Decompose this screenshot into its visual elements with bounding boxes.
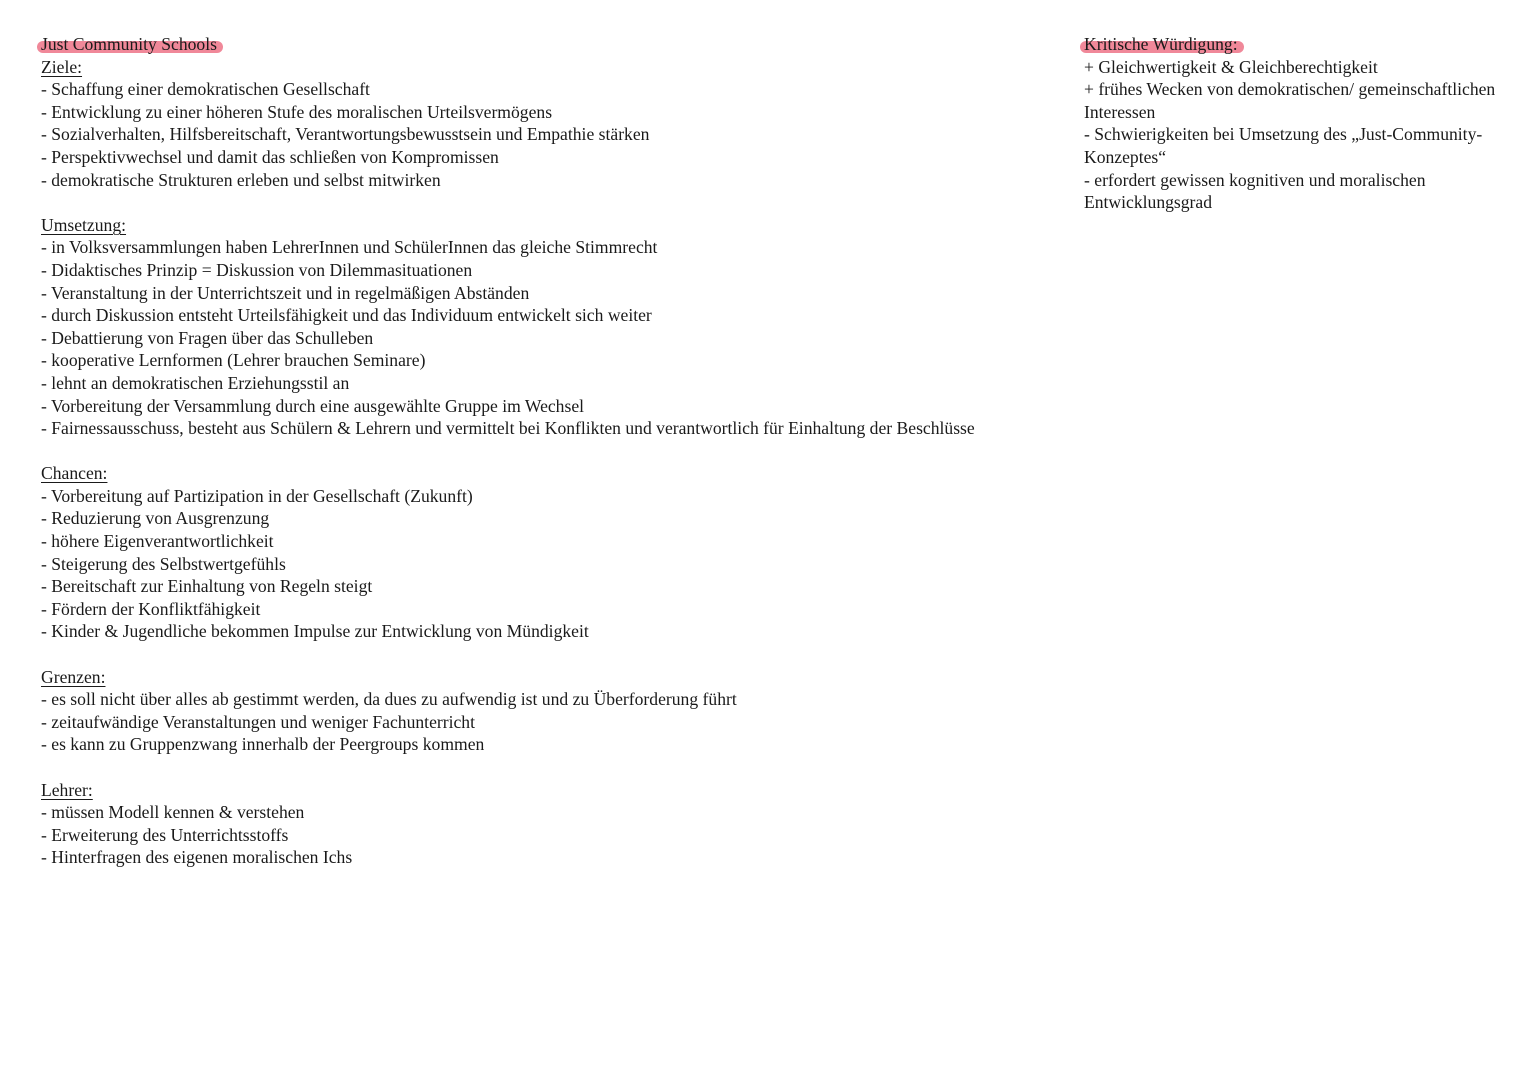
list-item: - Kinder & Jugendliche bekommen Impulse zur Entwicklung von Mündigkeit [41,621,589,642]
list-item: - Schwierigkeiten bei Umsetzung des „Just-Community-Konzeptes“ [1084,124,1483,167]
list-item: + Gleichwertigkeit & Gleichberechtigkeit [1084,56,1378,77]
list-item: - es kann zu Gruppenzwang innerhalb der Peergroups kommen [41,734,485,755]
section-chancen [41,462,1081,643]
section-heading-umsetzung: Umsetzung: [41,214,127,235]
list-item: - Vorbereitung auf Partizipation in der Gesellschaft (Zukunft) [41,485,473,506]
list-item: - Didaktisches Prinzip = Diskussion von Dilemmasituationen [41,259,473,280]
list-item: - zeitaufwändige Veranstaltungen und weniger Fachunterricht [41,711,475,732]
list-item: - demokratische Strukturen erleben und selbst mitwirken [41,169,441,190]
section-ziele [41,56,1081,192]
list-item: - Erweiterung des Unterrichtsstoffs [41,824,289,845]
title-line [41,33,1081,56]
list-item: - in Volksversammlungen haben LehrerInnen und SchülerInnen das gleiche Stimmrecht [41,237,658,258]
list-item: - kooperative Lernformen (Lehrer brauchen Seminare) [41,350,426,371]
list-item: - Schaffung einer demokratischen Gesellschaft [41,79,370,100]
section-heading-chancen: Chancen: [41,463,108,484]
list-item: + frühes Wecken von demokratischen/ gemeinschaftlichen Interessen [1084,79,1496,122]
notes-side-column [1084,33,1504,214]
list-item: - Steigerung des Selbstwertgefühls [41,553,286,574]
list-item: - es soll nicht über alles ab gestimmt werden, da dues zu aufwendig ist und zu Überforderung führt [41,689,737,710]
notes-main-column [41,33,1081,869]
section-heading-grenzen: Grenzen: [41,666,106,687]
list-item: - Fördern der Konfliktfähigkeit [41,598,261,619]
list-item: - durch Diskussion entsteht Urteilsfähigkeit und das Individuum entwickelt sich weiter [41,305,652,326]
list-item: - Sozialverhalten, Hilfsbereitschaft, Verantwortungsbewusstsein und Empathie stärken [41,124,650,145]
section-lehrer [41,779,1081,869]
list-item: - erfordert gewissen kognitiven und moralischen Entwicklungsgrad [1084,169,1426,213]
list-item: - Fairnessausschuss, besteht aus Schülern & Lehrern und vermittelt bei Konflikten und verantwortlich für Einhaltung der Beschlüsse [41,418,975,439]
kritik-heading: Kritische Würdigung: [1084,34,1238,54]
list-item: - Vorbereitung der Versammlung durch eine ausgewählte Gruppe im Wechsel [41,395,585,416]
list-item: - müssen Modell kennen & verstehen [41,802,305,823]
list-item: - lehnt an demokratischen Erziehungsstil an [41,372,350,393]
section-heading-lehrer: Lehrer: [41,779,93,800]
section-grenzen [41,666,1081,756]
list-item: - Reduzierung von Ausgrenzung [41,508,270,529]
list-item: - Entwicklung zu einer höheren Stufe des moralischen Urteilsvermögens [41,101,553,122]
list-item: - Veranstaltung in der Unterrichtszeit und in regelmäßigen Abständen [41,282,530,303]
section-umsetzung [41,214,1081,440]
section-heading-ziele: Ziele: [41,56,83,77]
page-title: Just Community Schools [41,34,217,54]
list-item: - höhere Eigenverantwortlichkeit [41,531,274,552]
list-item: - Debattierung von Fragen über das Schulleben [41,327,374,348]
list-item: - Perspektivwechsel und damit das schließen von Kompromissen [41,146,499,167]
list-item: - Hinterfragen des eigenen moralischen Ichs [41,847,353,868]
list-item: - Bereitschaft zur Einhaltung von Regeln steigt [41,576,373,597]
